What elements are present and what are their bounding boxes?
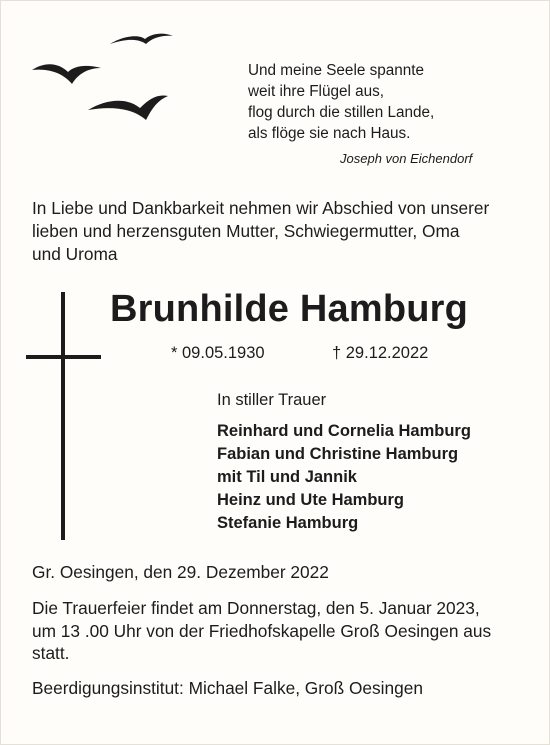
poem-line: Und meine Seele spannte (248, 62, 425, 79)
funeral-info (32, 597, 532, 665)
mourner-name: mit Til und Jannik (217, 468, 357, 486)
mourner-name: Stefanie Hamburg (217, 514, 359, 532)
mourning-intro: In stiller Trauer (217, 391, 327, 409)
cross-bar (26, 355, 101, 359)
bird-small-icon (110, 34, 173, 44)
intro-text (32, 197, 532, 266)
deceased-name: Brunhilde Hamburg (110, 288, 469, 330)
funeral-line: statt. (32, 643, 70, 663)
bird-large-icon (88, 96, 168, 121)
mourner-name: Fabian und Christine Hamburg (217, 445, 459, 463)
poem-line: flog durch die stillen Lande, (248, 104, 435, 121)
poem (248, 60, 538, 144)
funeral-line: um 13 .00 Uhr von der Friedhofskapelle Groß Oesingen aus (32, 620, 492, 641)
bird-left-icon (32, 64, 101, 84)
death-date: † 29.12.2022 (332, 344, 429, 362)
mourner-name: Reinhard und Cornelia Hamburg (217, 422, 471, 440)
mourners-list (217, 420, 471, 535)
intro-line: lieben und herzensguten Mutter, Schwiegermutter, Oma (32, 221, 460, 241)
poem-line: als flöge sie nach Haus. (248, 125, 411, 142)
place-date: Gr. Oesingen, den 29. Dezember 2022 (32, 562, 329, 582)
poem-line: weit ihre Flügel aus, (248, 83, 385, 100)
mourner-name: Heinz und Ute Hamburg (217, 491, 405, 509)
cross-icon (61, 292, 65, 540)
intro-line: und Uroma (32, 244, 118, 264)
funeral-line: Die Trauerfeier findet am Donnerstag, den 5. Januar 2023, (32, 598, 480, 618)
intro-line: In Liebe und Dankbarkeit nehmen wir Abschied von unserer (32, 198, 490, 218)
flying-birds-icon (28, 26, 178, 136)
undertaker-info: Beerdigungsinstitut: Michael Falke, Groß Oesingen (32, 678, 423, 698)
birth-date: * 09.05.1930 (171, 344, 265, 362)
poem-author: Joseph von Eichendorf (340, 151, 473, 166)
